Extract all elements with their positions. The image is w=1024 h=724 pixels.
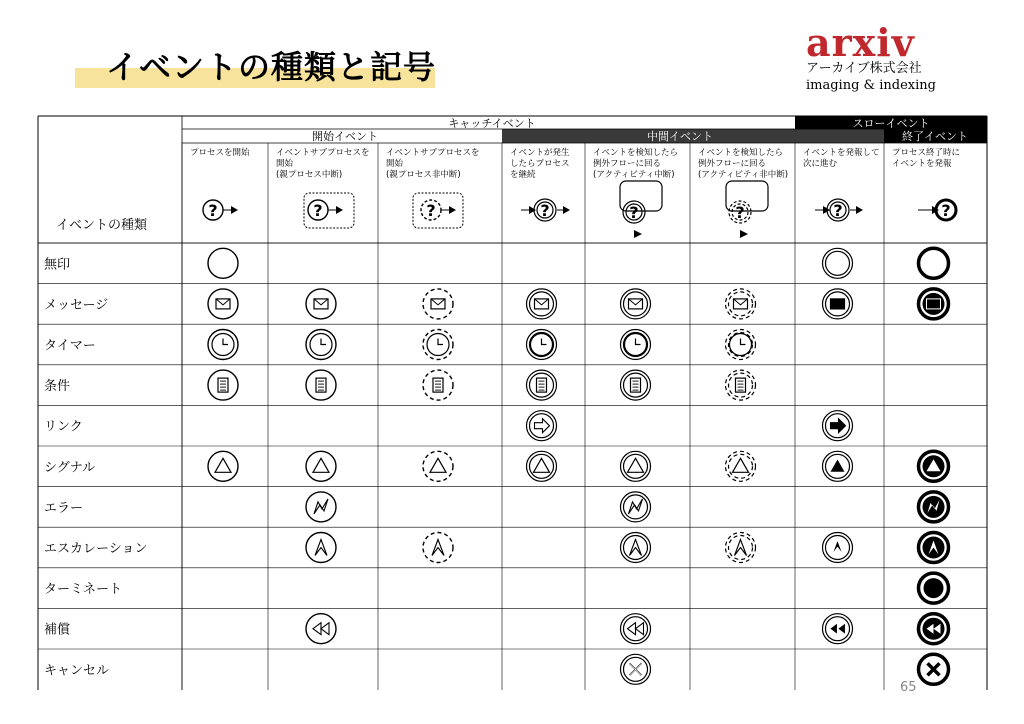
envelope-icon — [734, 299, 748, 309]
column-description-8: イベントを発報 — [892, 159, 952, 169]
column-description-7: 次に進む — [803, 159, 838, 169]
flow-arrowhead-icon — [634, 230, 642, 238]
svg-text:?: ? — [540, 201, 550, 220]
column-description-6: イベントを検知したら — [698, 148, 784, 158]
row-label-5: シグナル — [44, 460, 96, 476]
envelope-icon — [831, 299, 845, 309]
throw-event-header: スローイベント — [852, 117, 930, 130]
intermediate-event-circle-inner — [826, 251, 850, 275]
flow-arrowhead-icon — [740, 230, 748, 238]
question-event-icon — [623, 201, 645, 223]
column-description-3: 開始 — [386, 159, 404, 169]
column-description-2: (親プロセス中断) — [276, 170, 343, 180]
start-event-circle — [208, 370, 238, 400]
column-description-3: (親プロセス非中断) — [386, 170, 461, 180]
svg-text:?: ? — [941, 201, 951, 220]
flow-arrowhead-icon — [856, 206, 863, 214]
svg-text:?: ? — [833, 201, 843, 220]
column-description-1: プロセスを開始 — [190, 148, 250, 158]
envelope-icon — [535, 299, 549, 309]
question-event-icon — [729, 201, 751, 223]
column-description-4: したらプロセス — [510, 159, 570, 169]
svg-text:?: ? — [208, 201, 218, 220]
flow-arrowhead-icon — [449, 206, 456, 214]
question-event-icon — [827, 199, 849, 221]
flow-arrowhead-icon — [563, 206, 570, 214]
start-event-circle — [208, 451, 238, 481]
flow-arrowhead-icon — [231, 206, 238, 214]
column-description-8: プロセス終了時に — [892, 148, 961, 158]
column-description-2: 開始 — [276, 159, 294, 169]
start-event-circle — [306, 370, 336, 400]
column-description-3: イベントサブプロセスを — [386, 148, 480, 158]
column-description-5: 例外フローに回る — [593, 159, 662, 169]
end-event-circle — [919, 248, 949, 278]
question-event-icon — [203, 200, 223, 220]
envelope-icon — [431, 299, 445, 309]
row-label-2: タイマー — [44, 338, 96, 354]
row-label-3: 条件 — [44, 379, 71, 395]
activity-box — [620, 181, 662, 211]
column-description-4: イベントが発生 — [510, 148, 570, 158]
envelope-icon — [927, 299, 941, 309]
logo-wordmark: arxiv — [806, 20, 915, 65]
row-header-label: イベントの種類 — [56, 218, 148, 233]
column-description-5: (アクティビティ中断) — [593, 170, 675, 180]
end-event-header: 終了イベント — [902, 130, 968, 143]
intermediate-event-circle-inner — [729, 373, 753, 397]
page-title: イベントの種類と記号 — [106, 48, 437, 86]
svg-text:?: ? — [735, 203, 745, 222]
column-description-4: を継続 — [510, 170, 536, 180]
start-event-circle — [306, 451, 336, 481]
svg-text:?: ? — [426, 201, 436, 220]
intermediate-event-circle-inner — [530, 373, 554, 397]
question-event-icon — [534, 199, 556, 221]
intermediate-event-header: 中間イベント — [647, 130, 713, 143]
row-label-10: キャンセル — [44, 663, 110, 679]
page-number: 65 — [900, 680, 917, 695]
column-description-2: イベントサブプロセスを — [276, 148, 370, 158]
row-label-7: エスカレーション — [44, 541, 148, 557]
column-description-5: イベントを検知したら — [593, 148, 679, 158]
activity-box — [726, 181, 768, 211]
row-label-9: 補償 — [44, 622, 71, 638]
catch-event-header: キャッチイベント — [448, 117, 536, 130]
start-event-circle — [208, 248, 238, 278]
start-event-circle — [423, 451, 453, 481]
row-label-1: メッセージ — [44, 297, 109, 313]
envelope-icon — [314, 299, 328, 309]
envelope-icon — [216, 299, 230, 309]
row-label-4: リンク — [44, 419, 83, 435]
row-label-8: ターミネート — [44, 582, 123, 598]
intermediate-event-circle-inner — [624, 373, 648, 397]
svg-text:?: ? — [313, 201, 323, 220]
row-label-0: 無印 — [44, 257, 71, 273]
dot-icon — [924, 578, 944, 598]
flow-arrowhead-icon — [336, 206, 343, 214]
row-label-6: エラー — [44, 500, 84, 516]
logo-tagline: imaging & indexing — [806, 78, 936, 93]
start-event-circle — [423, 370, 453, 400]
svg-text:?: ? — [629, 203, 639, 222]
column-description-6: (アクティビティ非中断) — [698, 170, 789, 180]
question-event-icon — [421, 200, 441, 220]
column-description-6: 例外フローに回る — [698, 159, 767, 169]
start-event-header: 開始イベント — [312, 130, 378, 143]
column-description-7: イベントを発報して — [803, 148, 880, 158]
logo-company-name: アーカイブ株式会社 — [806, 61, 922, 76]
envelope-icon — [629, 299, 643, 309]
question-event-icon — [308, 200, 328, 220]
